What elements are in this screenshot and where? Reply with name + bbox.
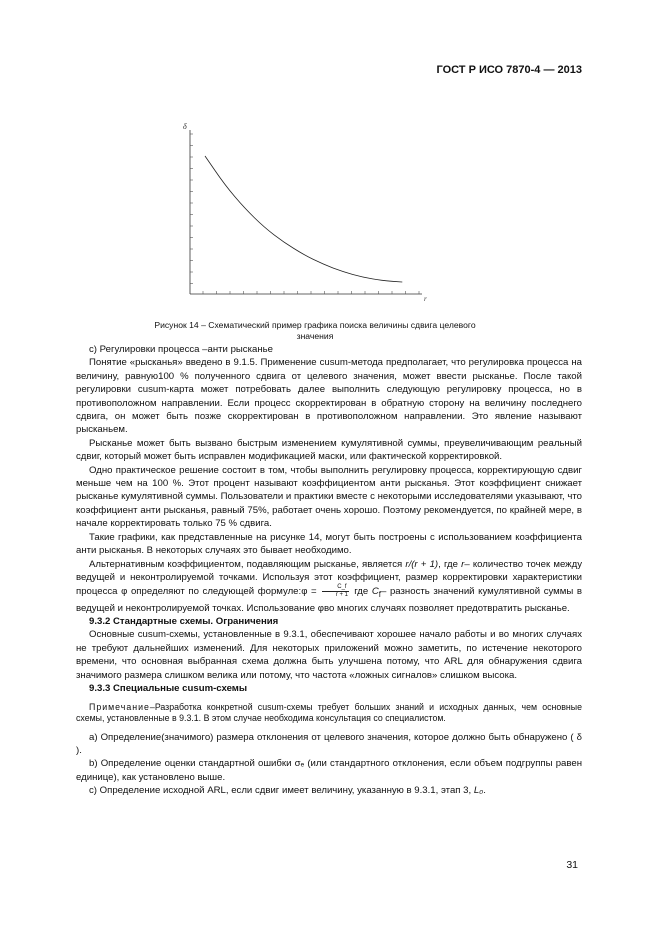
p5-text-j: – разность значений кумулятивной суммы в ведущей и неконтролируемой точках. Использование φво многих случаях позволяет предотвратить рысканье. [76, 586, 582, 614]
paragraph-4: Такие графики, как представленные на рисунке 14, могут быть построены с использованием коэффициента анти рысканья. В некоторых случаях это бывает необходимо. [76, 531, 582, 557]
item-c [76, 784, 582, 797]
body-text [76, 343, 582, 798]
p5-text-e: – количество точек между ведущей и неконтролируемой точками. Используя этот коэффициент, размер корректировки характеристики процесса φ определяют по следующей формуле: [76, 558, 582, 598]
x-axis-ticks [203, 291, 419, 294]
paragraph-1: Понятие «рысканья» введено в 9.1.5. Применение cusum-метода предполагает, что регулировка процесса на величину, равную100 % полученного сдвига от целевого значения, может ввести рысканье. После такой регулировки cusum-карта может потребовать далее выполнить следующую регулировку процесса, но в противоположном направлении. Если процесс скорректирован в обратную сторону на величину последнего сдвига, он может быть позже скорректирован в противоположном направлении. Это явление называют рысканьем. [76, 357, 582, 436]
item-b: b) Определение оценки стандартной ошибки σₑ (или стандартного отклонения, если объем подгруппы равен единице), как установлено выше. [76, 758, 582, 783]
item-c-text: с) Определение исходной ARL, если сдвиг имеет величину, указанную в 9.3.1, этап 3, [89, 785, 474, 797]
item-c-end: . [483, 785, 486, 797]
p5-var-c: C [371, 586, 379, 598]
document-header: ГОСТ Р ИСО 7870-4 — 2013 [436, 64, 582, 76]
caption-line-2: значения [296, 331, 334, 341]
note-text: –Разработка конкретной cusum-схемы требует больших знаний и исходных данных, чем основные схемы, установленные в 9.3.1. В этом случае необходима консультация со специалистом. [76, 701, 582, 723]
p5-text-g: где [350, 586, 372, 598]
p5-formula-lhs: φ = [301, 586, 321, 598]
chart-svg [170, 118, 440, 308]
p5-var-f: f [378, 590, 382, 600]
chart-series-line [205, 156, 402, 282]
p5-text-c: , где [438, 558, 462, 570]
note [76, 702, 582, 725]
item-a: а) Определение(значимого) размера отклонения от целевого значения, которое должно быть обнаружено ( δ ). [76, 731, 582, 756]
note-label: Примечание [89, 701, 150, 712]
y-axis-ticks [190, 134, 193, 284]
paragraph-6: Основные cusum-схемы, установленные в 9.3.1, обеспечивают хорошее начало работы и во многих случаях не требуют дальнейших изменений. Для некоторых приложений можно заметить, по истечение некоторого времени, что основная выбранная схема должна быть улучшена потому, что ARL для обнаружения сдвига значимого размера слишком велика или потому, что частота «ложных сигналов» слишком высока. [76, 629, 582, 681]
y-axis-label: δ [183, 122, 187, 131]
page-number: 31 [566, 859, 578, 871]
figure-14 [170, 118, 440, 308]
paragraph-2: Рысканье может быть вызвано быстрым изменением кумулятивной суммы, преувеличивающим реальный сдвиг, который может быть исправлен модификацией маски, или фактической корректировкой. [76, 437, 582, 463]
item-c-var: L₀ [473, 785, 484, 797]
heading-9-3-3: 9.3.3 Специальные cusum-схемы [89, 683, 248, 695]
formula-fraction [322, 584, 348, 599]
heading-9-3-2: 9.3.2 Стандартные схемы. Ограничения [89, 616, 279, 628]
caption-line-1: Рисунок 14 – Схематический пример графика поиска величины сдвига целевого [154, 320, 476, 330]
x-axis-label: r [424, 295, 427, 303]
p5-var-r: r [461, 558, 465, 570]
fraction-denominator: r + 1 [335, 592, 349, 599]
fraction-numerator: C_f [322, 584, 348, 592]
item-c-title: с) Регулировки процесса –анти рысканье [89, 344, 273, 355]
paragraph-5 [76, 558, 582, 616]
figure-caption [100, 320, 530, 342]
p5-ratio: r/(r + 1) [405, 558, 439, 570]
p5-text-a: Альтернативным коэффициентом, подавляющим рысканье, является [89, 558, 406, 570]
paragraph-3: Одно практическое решение состоит в том, чтобы выполнить регулировку процесса, корректирующую сдвиг меньше чем на 100 %. Этот процент называют коэффициентом анти рысканья. Этот коэффициент снижает рысканье кумулятивной суммы. Пользователи и практики вместе с некоторыми исследователями указывают, что коэффициент анти рысканья, равный 75%, работает очень хорошо. Поэтому рекомендуется, по крайней мере, в начале корректировать только 75 % сдвига. [76, 464, 582, 530]
